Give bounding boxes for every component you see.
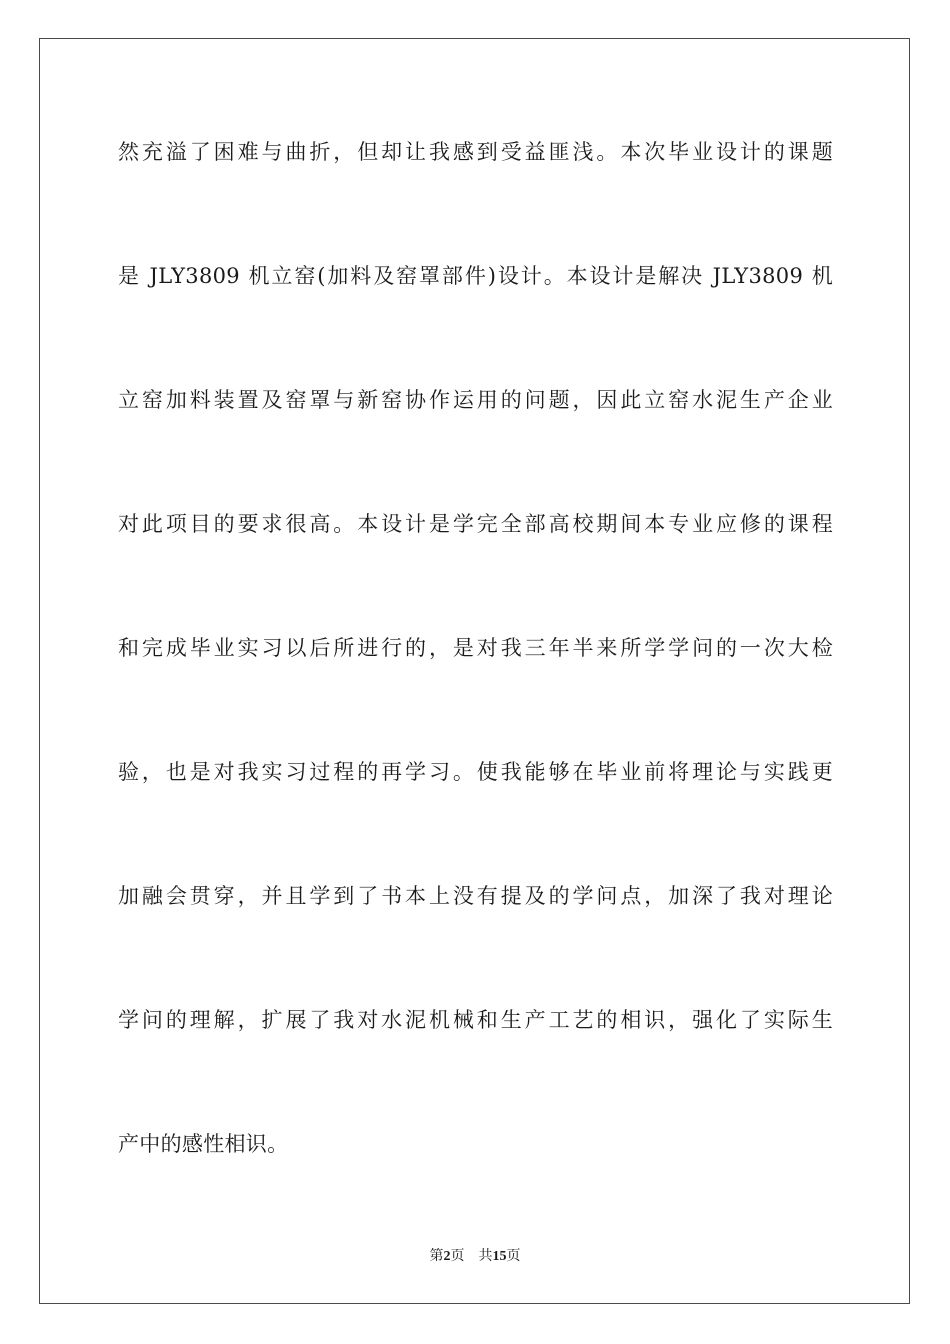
page-border xyxy=(39,38,910,1304)
body-text-line-4: 对此项目的要求很高。本设计是学完全部高校期间本专业应修的课程 xyxy=(118,512,833,536)
body-text-line-8: 学问的理解，扩展了我对水泥机械和生产工艺的相识，强化了实际生 xyxy=(118,1008,833,1032)
total-prefix: 共 xyxy=(478,1249,493,1264)
page-number: 2 xyxy=(443,1249,451,1264)
body-text-line-5: 和完成毕业实习以后所进行的，是对我三年半来所学学问的一次大检 xyxy=(118,636,833,660)
body-text-line-3: 立窑加料装置及窑罩与新窑协作运用的问题，因此立窑水泥生产企业 xyxy=(118,388,833,412)
body-text-line-6: 验，也是对我实习过程的再学习。使我能够在毕业前将理论与实践更 xyxy=(118,760,833,784)
page-footer xyxy=(0,1246,950,1268)
body-text-line-2: 是 JLY3809 机立窑(加料及窑罩部件)设计。本设计是解决 JLY3809 机 xyxy=(118,264,833,288)
total-suffix: 页 xyxy=(506,1249,521,1264)
body-text-line-9: 产中的感性相识。 xyxy=(118,1132,289,1156)
page-suffix: 页 xyxy=(450,1249,465,1264)
body-text-line-7: 加融会贯穿，并且学到了书本上没有提及的学问点，加深了我对理论 xyxy=(118,884,833,908)
page-prefix: 第 xyxy=(429,1249,444,1264)
body-text-line-1: 然充溢了困难与曲折，但却让我感到受益匪浅。本次毕业设计的课题 xyxy=(118,140,833,164)
total-pages: 15 xyxy=(492,1249,507,1264)
